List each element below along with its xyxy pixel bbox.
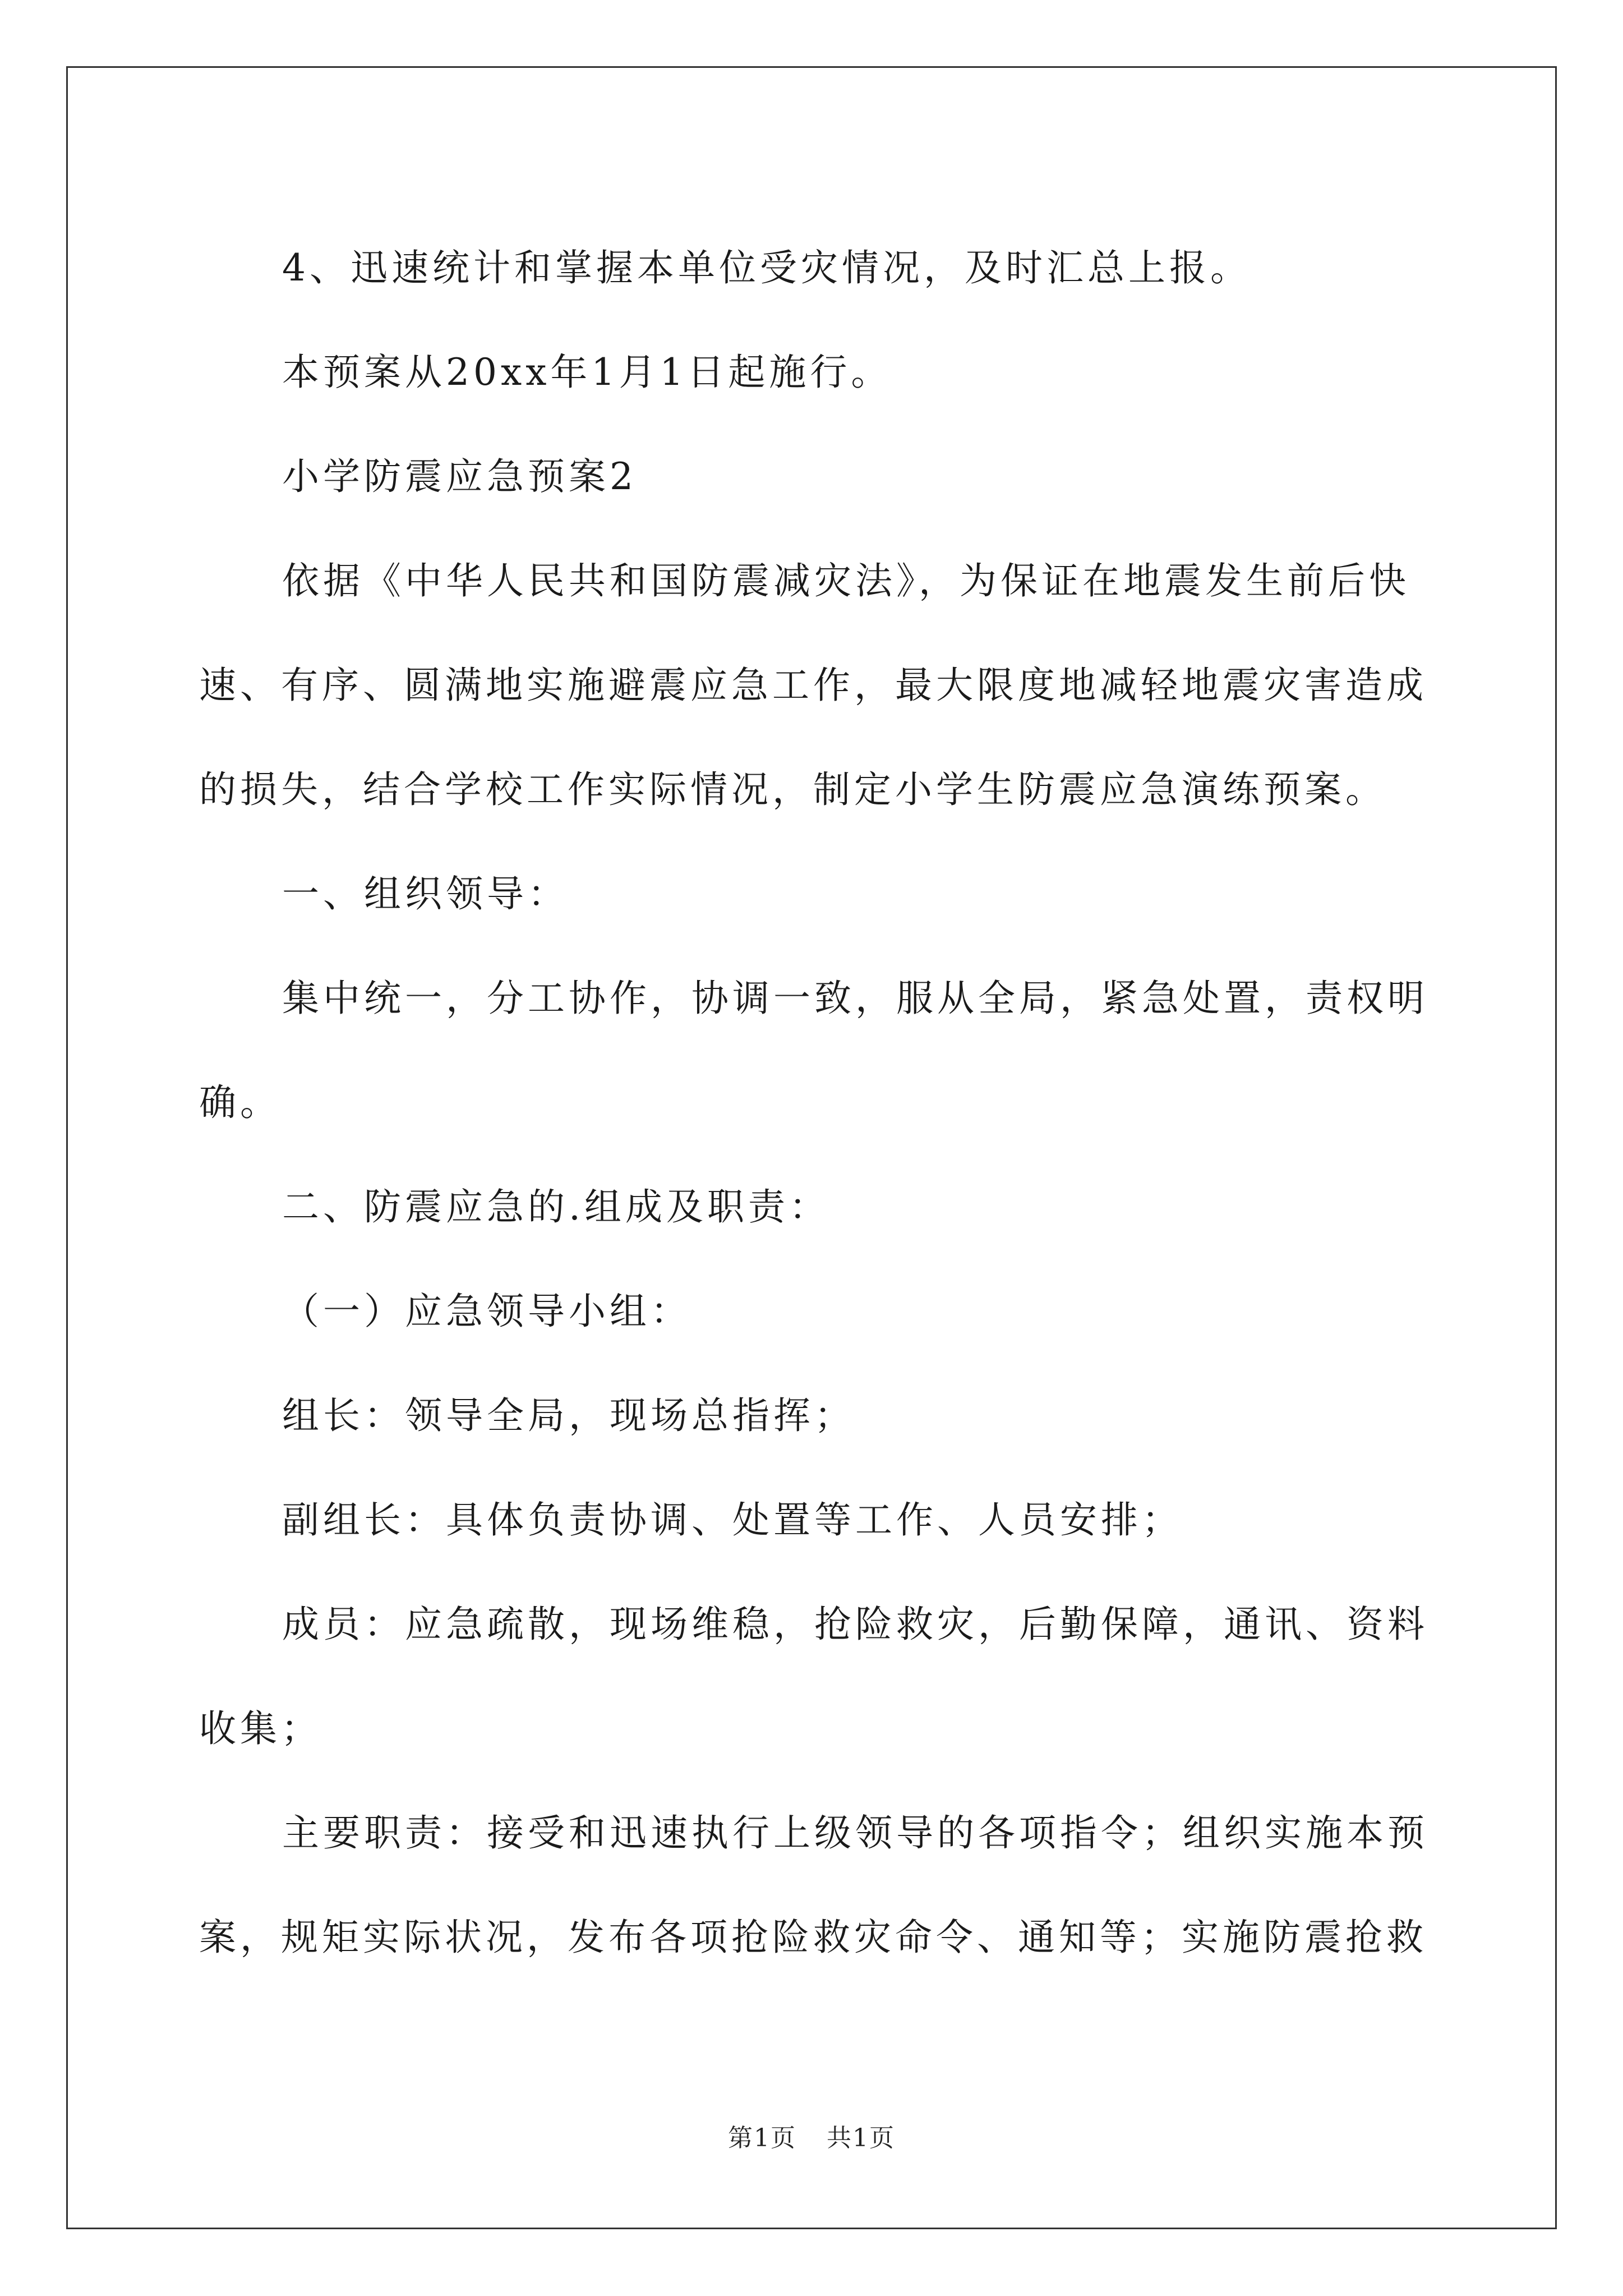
page-footer	[0, 2118, 1623, 2154]
paragraph-effective-date: 本预案从20xx年1月1日起施行。	[282, 351, 892, 394]
heading-composition: 二、防震应急的.组成及职责：	[282, 1185, 830, 1228]
paragraph-report: 4、迅速统计和掌握本单位受灾情况，及时汇总上报。	[282, 246, 1251, 289]
paragraph-leader: 组长：领导全局，现场总指挥；	[282, 1394, 855, 1437]
page-total: 共1页	[827, 2124, 895, 2152]
section-title: 小学防震应急预案2	[282, 455, 637, 498]
paragraph-intro: 依据《中华人民共和国防震减灾法》，为保证在地震发生前后快速、有序、圆满地实施避震应急工作，最大限度地减轻地震灾害造成的损失，结合学校工作实际情况，制定小学生防震应急演练预案。	[199, 559, 1427, 811]
paragraph-principles: 集中统一，分工协作，协调一致，服从全局，紧急处置，责权明确。	[199, 977, 1428, 1124]
heading-organization: 一、组织领导：	[282, 872, 569, 915]
paragraph-duties: 主要职责：接受和迅速执行上级领导的各项指令；组织实施本预案，规矩实际状况，发布各项抢险救灾命令、通知等；实施防震抢救	[199, 1811, 1428, 1959]
subheading-leadership-group: （一）应急领导小组：	[282, 1290, 691, 1333]
paragraph-deputy-leader: 副组长：具体负责协调、处置等工作、人员安排；	[282, 1498, 1183, 1542]
document-body	[199, 216, 1450, 1990]
paragraph-members: 成员：应急疏散，现场维稳，抢险救灾，后勤保障，通讯、资料收集；	[199, 1603, 1428, 1750]
page-number: 第1页	[728, 2124, 796, 2152]
